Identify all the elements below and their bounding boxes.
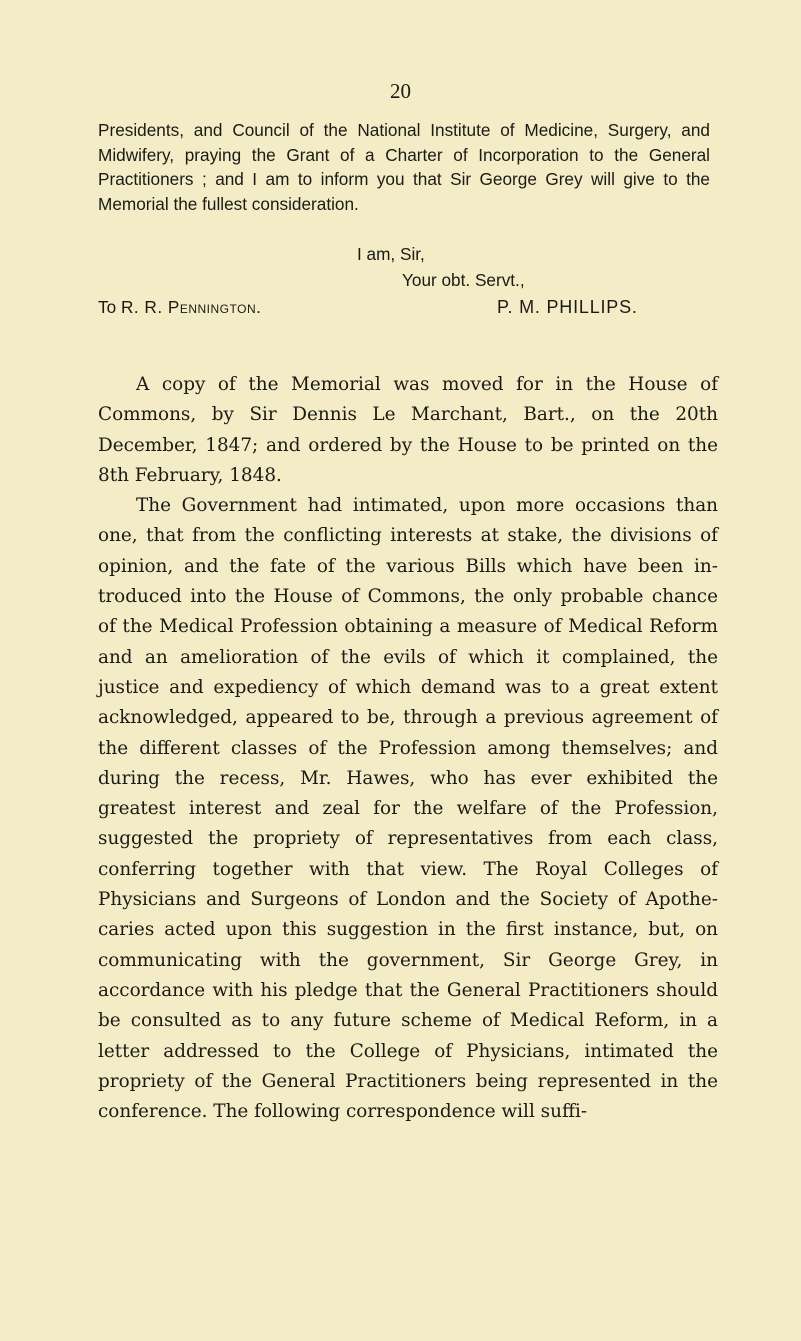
body-text [98, 370, 718, 1127]
paragraph-2: The Government had intimated, upon more occasions than one, that from the conflicting interests at stake, the divisions of opinion, and the fate of the various Bills which have been introduced into the House of Commons, the only probable chance of the Medical Profession obtaining a measure of Medical Reform and an amelioration of the evils of which it complained, the justice and expediency of which demand was to a great extent acknowledged, appeared to be, through a previous agreement of the different classes of the Profession among themselves; and during the recess, Mr. Hawes, who has ever exhibited the greatest interest and zeal for the welfare of the Profession, suggested the propriety of representatives from each class, conferring together with that view. The Royal Colleges of Physicians and Surgeons of London and the Society of Apothecaries acted upon this suggestion in the first instance, but, on communicating with the government, Sir George Grey, in accordance with his pledge that the General Practitioners should be consulted as to any future scheme of Medical Reform, in a letter addressed to the College of Physicians, intimated the propriety of the General Practitioners being represented in the conference. The following correspondence will suffi- [98, 495, 718, 1123]
closing-line-2: Your obt. Servt., [402, 270, 525, 290]
signature: P. M. PHILLIPS. [497, 297, 638, 317]
letter-text: Presidents, and Council of the National Institute of Medicine, Surgery, and Midwifery, praying the Grant of a Charter of Incorporation to the General Practitioners ; and I am to inform you that Sir George Grey will give to the Memorial the fullest consideration. [98, 120, 710, 214]
letter-excerpt [98, 118, 710, 216]
recipient-prefix: To [98, 297, 117, 317]
recipient-line [98, 297, 261, 318]
recipient-name: R. R. Pennington. [120, 297, 262, 317]
paragraph-1: A copy of the Memorial was moved for in the House of Commons, by Sir Dennis Le Marchant, Bart., on the 20th December, 1847; and ordered by the House to be printed on the 8th February, 1848. [98, 374, 718, 486]
closing-line-1: I am, Sir, [357, 244, 425, 264]
page-number: 20 [390, 79, 411, 103]
